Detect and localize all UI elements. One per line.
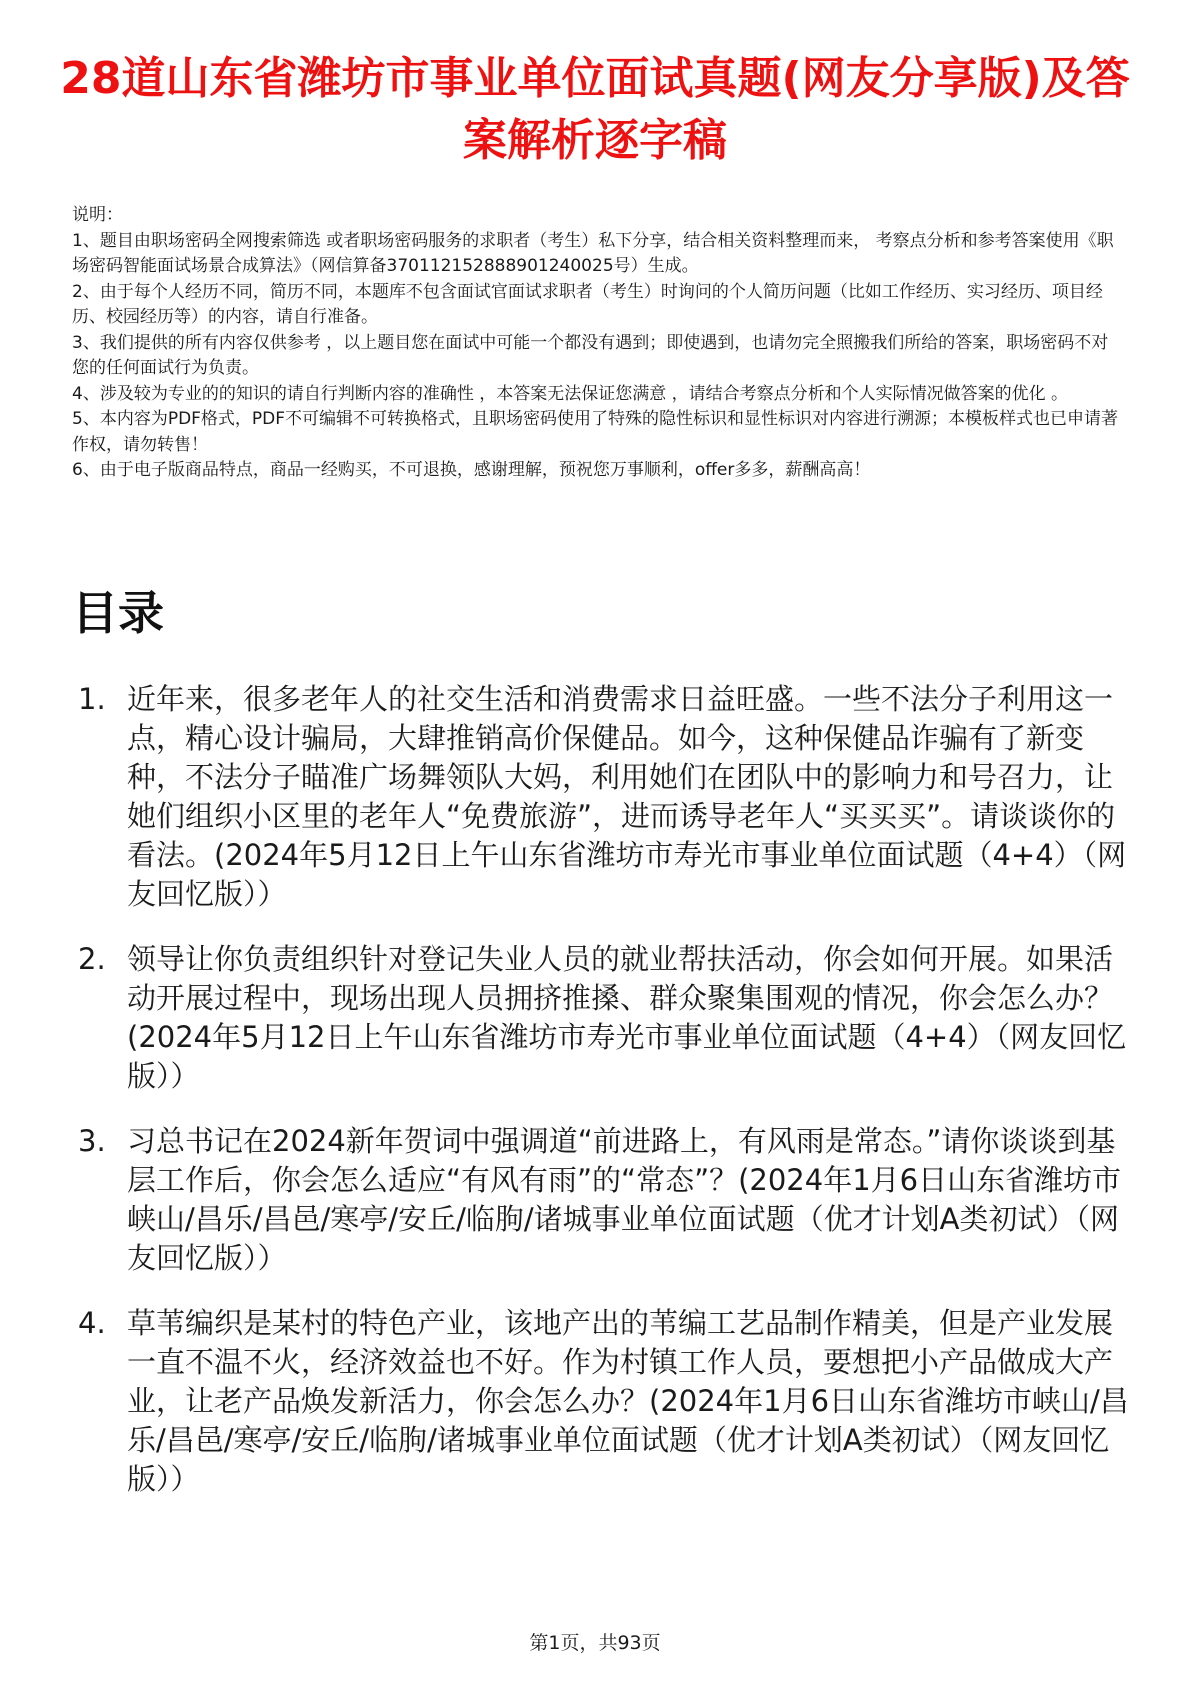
toc-item-number: 2. <box>78 942 106 976</box>
page-footer: 第1页，共93页 <box>529 1632 661 1654</box>
notes-heading: 说明： <box>72 205 123 225</box>
toc-item-text: 领导让你负责组织针对登记失业人员的就业帮扶活动，你会如何开展。如果活动开展过程中，现场出现人员拥挤推搡、群众聚集围观的情况，你会怎么办？(2024年5月12日上午山东省潍坊市寿光市事业单位面试题（4+4）（网友回忆版）） <box>127 942 1127 1093</box>
note-item: 3、我们提供的所有内容仅供参考 ，以上题目您在面试中可能一个都没有遇到；即使遇到，也请勿完全照搬我们所给的答案，职场密码不对您的任何面试行为负责。 <box>72 332 1109 378</box>
note-item: 4、涉及较为专业的的知识的请自行判断内容的准确性 ，本答案无法保证您满意 ，请结合考察点分析和个人实际情况做答案的优化 。 <box>72 383 1069 404</box>
toc-item[interactable] <box>72 680 1132 914</box>
toc-item-text: 草苇编织是某村的特色产业，该地产出的苇编工艺品制作精美，但是产业发展一直不温不火，经济效益也不好。作为村镇工作人员，要想把小产品做成大产业，让老产品焕发新活力，你会怎么办？(2024年1月6日山东省潍坊市峡山/昌乐/昌邑/寒亭/安丘/临朐/诸城事业单位面试题（优才计划A类初试）（网友回忆版）） <box>127 1306 1129 1496</box>
toc-item-number: 1. <box>78 682 106 716</box>
toc-item[interactable] <box>72 1122 1132 1278</box>
note-item: 5、本内容为PDF格式，PDF不可编辑不可转换格式，且职场密码使用了特殊的隐性标识和显性标识对内容进行溯源；本模板样式也已申请著作权，请勿转售！ <box>72 409 1119 455</box>
notes-section <box>72 203 1122 484</box>
toc-item[interactable] <box>72 1304 1132 1499</box>
toc-item-number: 4. <box>78 1306 106 1340</box>
toc-item-text: 习总书记在2024新年贺词中强调道“前进路上，有风雨是常态。”请你谈谈到基层工作后，你会怎么适应“有风有雨”的“常态”？(2024年1月6日山东省潍坊市峡山/昌乐/昌邑/寒亭/安丘/临朐/诸城事业单位面试题（优才计划A类初试）（网友回忆版）） <box>127 1124 1122 1275</box>
toc-item-number: 3. <box>78 1124 106 1158</box>
document-title: 28道山东省潍坊市事业单位面试真题(网友分享版)及答案解析逐字稿 <box>60 53 1130 166</box>
toc-item[interactable] <box>72 940 1132 1096</box>
toc-heading: 目录 <box>72 586 164 640</box>
note-item: 2、由于每个人经历不同，简历不同，本题库不包含面试官面试求职者（考生）时询问的个人简历问题（比如工作经历、实习经历、项目经历、校园经历等）的内容，请自行准备。 <box>72 281 1103 327</box>
toc-item-text: 近年来，很多老年人的社交生活和消费需求日益旺盛。一些不法分子利用这一点，精心设计骗局，大肆推销高价保健品。如今，这种保健品诈骗有了新变种，不法分子瞄准广场舞领队大妈，利用她们在团队中的影响力和号召力，让她们组织小区里的老年人“免费旅游”，进而诱导老年人“买买买”。请谈谈你的看法。(2024年5月12日上午山东省潍坊市寿光市事业单位面试题（4+4）（网友回忆版）） <box>127 682 1127 911</box>
note-item: 6、由于电子版商品特点，商品一经购买，不可退换，感谢理解，预祝您万事顺利，offer多多，薪酬高高！ <box>72 460 871 480</box>
note-item: 1、题目由职场密码全网搜索筛选 或者职场密码服务的求职者（考生）私下分享，结合相关资料整理而来， 考察点分析和参考答案使用《职场密码智能面试场景合成算法》（网信算备370112152888901240025号）生成。 <box>72 230 1114 276</box>
toc-list <box>72 680 1132 1525</box>
